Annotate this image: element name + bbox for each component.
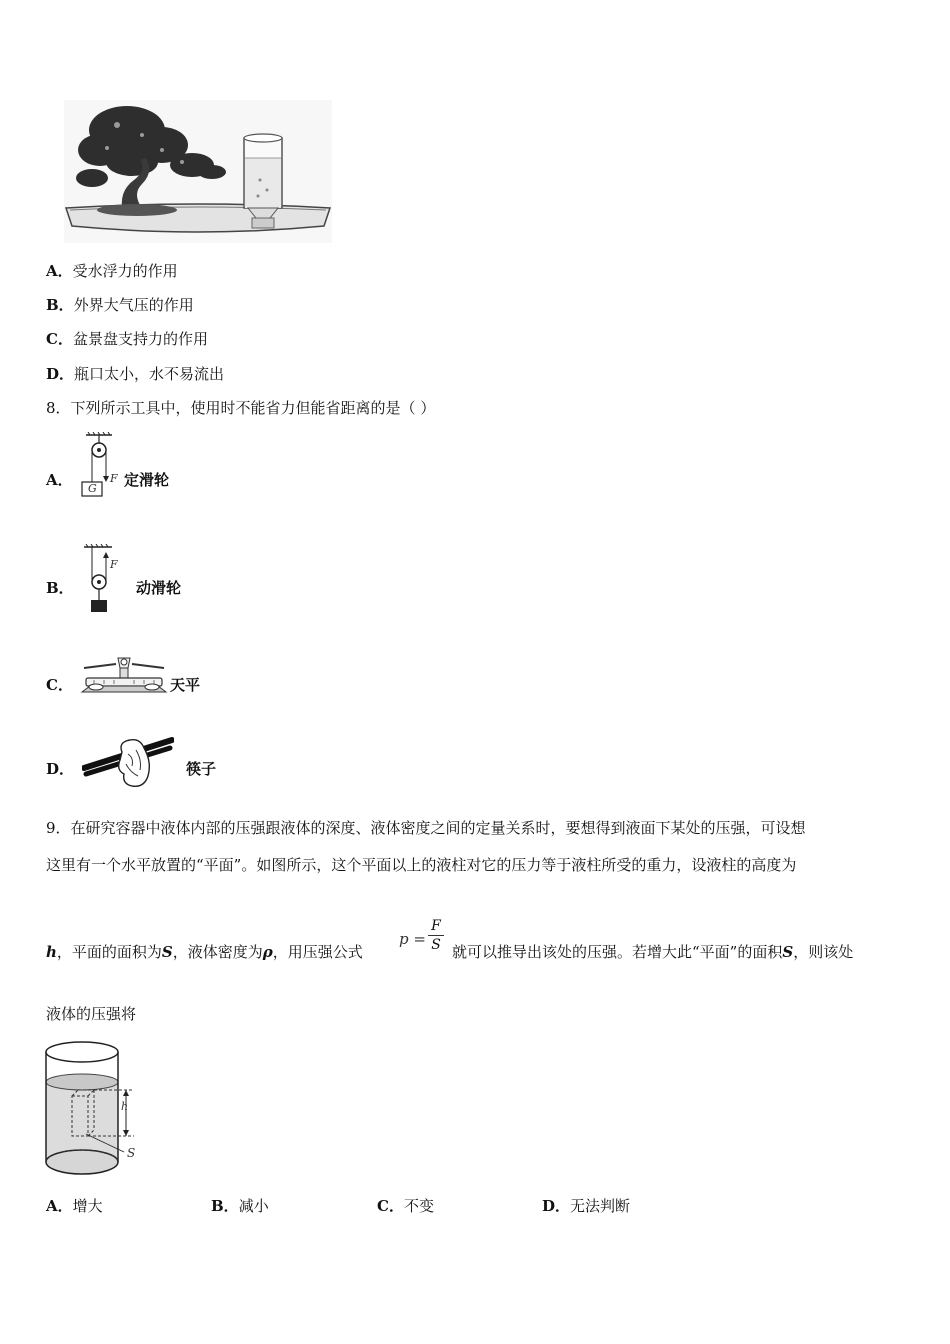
q9-option-a: A．增大: [46, 1197, 103, 1215]
q7-option-a: A．受水浮力的作用: [46, 262, 178, 280]
q9-option-b: B．减小: [211, 1197, 269, 1215]
q8-stem: 8．下列所示工具中，使用时不能省力但能省距离的是（ ）: [46, 399, 436, 417]
q8-option-c-letter: C．: [46, 676, 73, 694]
cylinder-area-label: S: [127, 1146, 136, 1160]
q9-option-d: D．无法判断: [542, 1197, 631, 1215]
movable-pulley-force-label: F: [110, 558, 118, 571]
pressure-formula-fraction: [428, 918, 444, 953]
bonsai-figure: [62, 100, 334, 245]
q9-line-3: h，平面的面积为S，液体密度为ρ，用压强公式: [46, 943, 363, 961]
q8-option-d-text: 筷子: [186, 760, 217, 778]
q8-option-a-letter: A．: [46, 471, 73, 489]
fixed-pulley-force-label: F: [110, 472, 118, 485]
q8-option-b-text: 动滑轮: [136, 579, 182, 597]
fixed-pulley-figure: [78, 432, 124, 500]
q9-line-4: 液体的压强将: [46, 1005, 137, 1023]
q7-option-c: C．盆景盘支持力的作用: [46, 330, 208, 348]
cylinder-height-label: h: [121, 1100, 129, 1113]
pressure-formula-numerator: F: [431, 918, 441, 934]
q8-option-b-letter: B．: [46, 579, 74, 597]
chopsticks-figure: [82, 734, 174, 792]
pressure-formula-lhs: p =: [399, 930, 426, 948]
q7-option-b: B．外界大气压的作用: [46, 296, 194, 314]
q8-option-c-text: 天平: [170, 676, 201, 694]
movable-pulley-figure: [82, 544, 118, 616]
q9-line-1: 9．在研究容器中液体内部的压强跟液体的深度、液体密度之间的定量关系时，要想得到液面下某处的压强，可设想: [46, 819, 806, 837]
balance-figure: [80, 654, 168, 696]
q8-option-a-text: 定滑轮: [124, 471, 170, 489]
q8-option-d-letter: D．: [46, 760, 75, 778]
fraction-bar: [428, 935, 444, 936]
pressure-formula-denominator: S: [431, 937, 441, 953]
q7-option-d: D．瓶口太小，水不易流出: [46, 365, 225, 383]
fixed-pulley-weight-label: G: [88, 482, 97, 495]
q9-line-3-cont: 就可以推导出该处的压强。若增大此“平面”的面积S，则该处: [452, 943, 854, 961]
q9-line-2: 这里有一个水平放置的“平面”。如图所示，这个平面以上的液柱对它的压力等于液柱所受的重力，设液柱的高度为: [46, 856, 797, 874]
q9-option-c: C．不变: [377, 1197, 434, 1215]
